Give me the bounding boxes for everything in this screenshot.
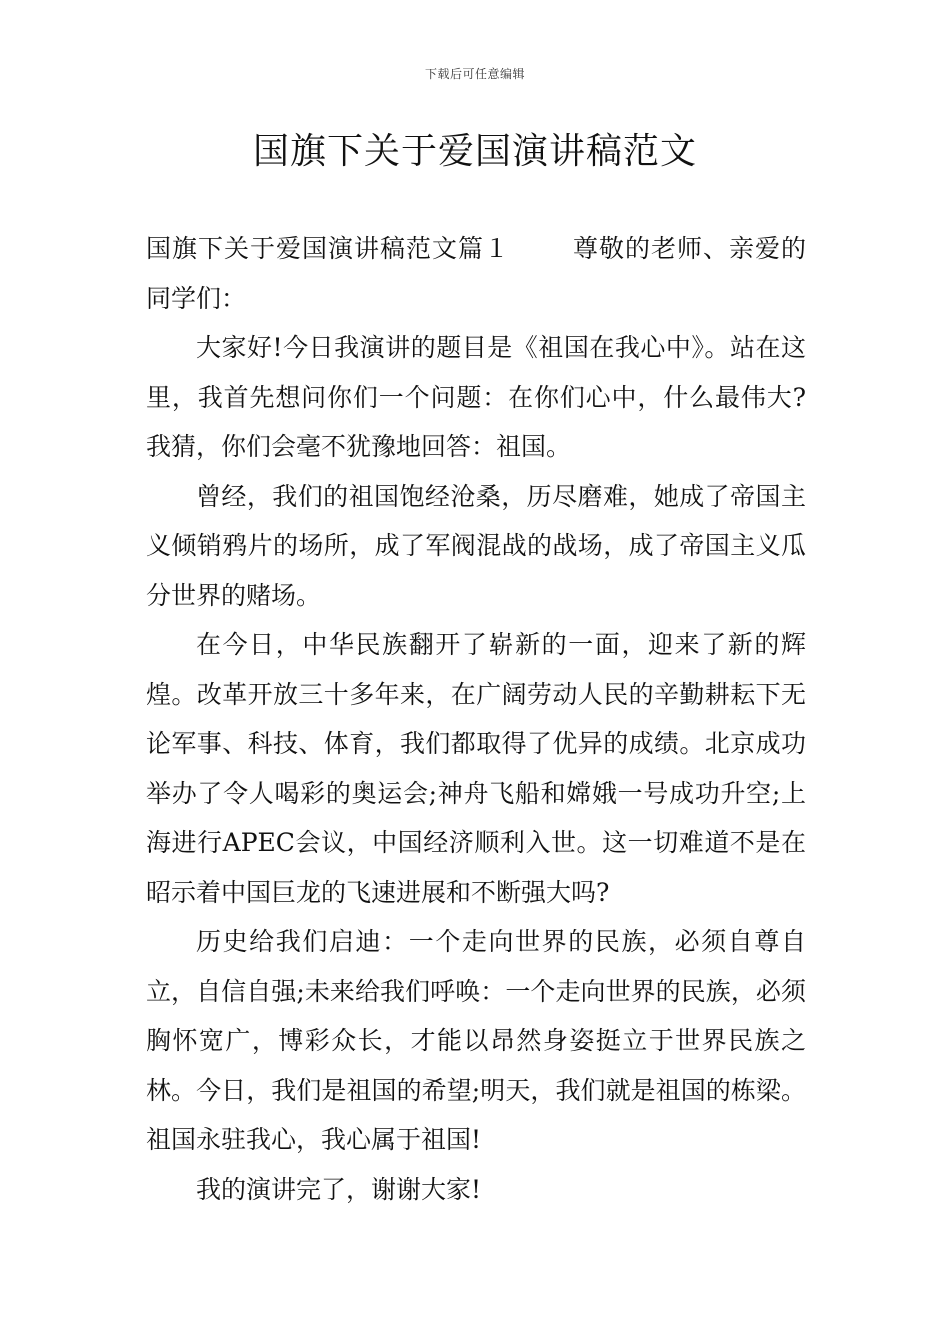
paragraph-1: 大家好!今日我演讲的题目是《祖国在我心中》。站在这里，我首先想问你们一个问题：在你们心中，什么最伟大?我猜，你们会毫不犹豫地回答：祖国。 (146, 333, 806, 461)
document-title: 国旗下关于爱国演讲稿范文 (252, 131, 697, 172)
paragraph-5: 我的演讲完了，谢谢大家! (196, 1174, 482, 1204)
paragraph-3: 在今日，中华民族翻开了崭新的一面，迎来了新的辉煌。改革开放三十多年来，在广阔劳动人民的辛勤耕耘下无论军事、科技、体育，我们都取得了优异的成绩。北京成功举办了令人喝彩的奥运会;神舟飞船和嫦娥一号成功升空;上海进行APEC会议，中国经济顺利入世。这一切难道不是在昭示着中国巨龙的飞速进展和不断强大吗? (146, 630, 806, 907)
paragraph-4: 历史给我们启迪：一个走向世界的民族，必须自尊自立，自信自强;未来给我们呼唤：一个走向世界的民族，必须胸怀宽广，博彩众长，才能以昂然身姿挺立于世界民族之林。今日，我们是祖国的希望;明天，我们就是祖国的栋梁。祖国永驻我心，我心属于祖国! (146, 927, 806, 1154)
page-header-note: 下载后可任意编辑 (424, 67, 525, 81)
document-body (146, 224, 806, 1214)
salutation: 尊敬的老师、亲爱的同学们： (146, 234, 806, 313)
opening-line (146, 224, 806, 323)
section-subtitle: 国旗下关于爱国演讲稿范文篇１ (146, 234, 510, 263)
paragraph-2: 曾经，我们的祖国饱经沧桑，历尽磨难，她成了帝国主义倾销鸦片的场所，成了军阀混战的战场，成了帝国主义瓜分世界的赌场。 (146, 481, 806, 610)
